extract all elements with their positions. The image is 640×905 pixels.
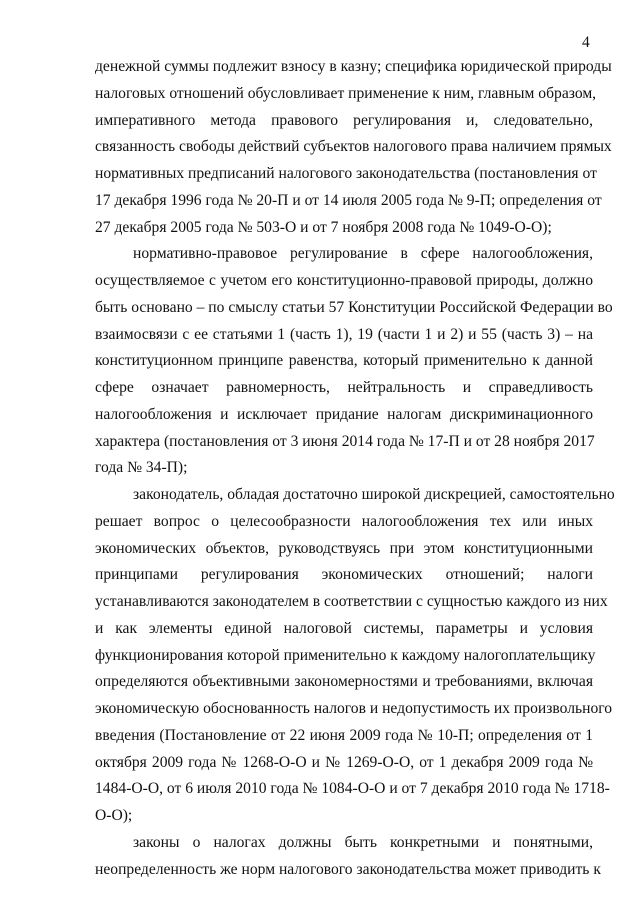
text-line: экономических объектов, руководствуясь при этом конституционными	[95, 539, 593, 557]
text-line: решает вопрос о целесообразности налогообложения тех или иных	[95, 512, 593, 530]
paragraph	[95, 57, 612, 244]
text-line: налогообложения и исключает придание налогам дискриминационного	[95, 405, 593, 423]
text-line: года № 34-П);	[95, 459, 188, 477]
text-line: налоговых отношений обусловливает применение к ним, главным образом,	[95, 84, 597, 102]
text-line: введения (Постановление от 22 июня 2009 года № 10-П; определения от 1	[95, 726, 593, 744]
text-line: нормативных предписаний налогового законодательства (постановления от	[95, 165, 597, 182]
text-line: законы о налогах должны быть конкретными и понятными,	[133, 833, 593, 851]
text-line: принципами регулирования экономических отношений; налоги	[95, 566, 593, 584]
text-line: нормативно-правовое регулирование в сфере налогообложения,	[133, 245, 593, 263]
text-line: осуществляемое с учетом его конституционно-правовой природы, должно	[95, 272, 593, 289]
paragraph	[95, 244, 613, 485]
text-line: взаимосвязи с ее статьями 1 (часть 1), 19 (части 1 и 2) и 55 (часть 3) – на	[95, 325, 593, 343]
paragraph	[95, 833, 601, 887]
text-line: определяются объективными закономерностями и требованиями, включая	[95, 673, 593, 691]
paragraph	[95, 485, 615, 833]
text-line: неопределенность же норм налогового законодательства может приводить к	[95, 860, 601, 878]
text-line: быть основано – по смыслу статьи 57 Конституции Российской Федерации во	[95, 298, 613, 316]
text-line: сфере означает равномерность, нейтральность и справедливость	[95, 379, 593, 396]
page-number: 4	[582, 34, 590, 51]
text-line: 1484-О-О, от 6 июля 2010 года № 1084-О-О и от 7 декабря 2010 года № 1718-	[95, 780, 610, 798]
text-line: законодатель, обладая достаточно широкой дискрецией, самостоятельно	[133, 486, 615, 503]
text-line: связанность свободы действий субъектов налогового права наличием прямых	[95, 138, 612, 156]
text-line: О-О);	[95, 807, 133, 824]
text-line: и как элементы единой налоговой системы, параметры и условия	[95, 619, 593, 637]
text-line: 17 декабря 1996 года № 20-П и от 14 июля 2005 года № 9-П; определения от	[95, 191, 602, 209]
text-line: денежной суммы подлежит взносу в казну; специфика юридической природы	[95, 58, 612, 75]
text-line: императивного метода правового регулирования и, следовательно,	[95, 111, 593, 129]
text-line: экономическую обоснованность налогов и недопустимость их произвольного	[95, 700, 613, 717]
text-line: конституционном принципе равенства, который применительно к данной	[95, 352, 593, 370]
document-body	[95, 57, 615, 886]
text-line: функционирования которой применительно к каждому налогоплательщику	[95, 646, 596, 664]
text-line: 27 декабря 2005 года № 503-О и от 7 ноября 2008 года № 1049-О-О);	[95, 218, 552, 236]
text-line: октября 2009 года № 1268-О-О и № 1269-О-О, от 1 декабря 2009 года №	[95, 753, 593, 771]
text-line: устанавливаются законодателем в соответствии с сущностью каждого из них	[95, 593, 608, 610]
text-line: характера (постановления от 3 июня 2014 года № 17-П и от 28 ноября 2017	[95, 432, 595, 450]
